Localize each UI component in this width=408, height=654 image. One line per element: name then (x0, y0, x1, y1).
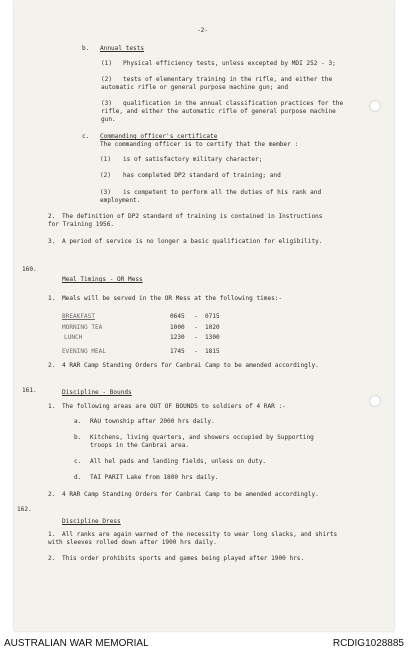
section-b-item3-line2: rifle, and either the automatic rifle of general purpose machine (101, 108, 336, 115)
section-c-item1-number: (1) (100, 156, 112, 163)
punch-hole-bottom (369, 395, 381, 407)
section-162-para1-line2: with sleeves rolled down after 1900 hrs daily. (48, 539, 217, 546)
section-b-item3-number: (3) (101, 100, 113, 107)
section-b-item1: Physical efficiency tests, unless excepted by MDI 252 - 3; (123, 60, 336, 67)
bounds-item-text: All hel pads and landing fields, unless on duty. (90, 458, 267, 465)
section-b-item3-line1: qualification in the annual classification practices for the (123, 100, 344, 107)
section-160-para2: 4 RAR Camp Standing Orders for Canbrai Camp to be amended accordingly. (62, 362, 319, 369)
meal-start: 1230 (170, 334, 185, 341)
section-c-item3-line1: is competent to perform all the duties of his rank and (123, 189, 322, 196)
meal-dash: - (194, 348, 198, 355)
section-161-para1: The following areas are OUT OF BOUNDS to soldiers of 4 RAR :- (62, 403, 286, 410)
para2-line1: The definition of DP2 standard of training is contained in Instructions (62, 213, 323, 220)
bounds-item-letter: a. (74, 418, 82, 425)
section-160-title: Meal Timings - OR Mess (62, 276, 143, 283)
section-162-para1-line1: All ranks are again warned of the necessity to wear long slacks, and shirts (62, 531, 338, 538)
section-b-item2-number: (2) (101, 76, 113, 83)
meal-dash: - (194, 313, 198, 320)
section-b-number: b. (82, 45, 90, 52)
section-161-para2: 4 RAR Camp Standing Orders for Canbrai Camp to be amended accordingly. (62, 491, 319, 498)
section-c-item1: is of satisfactory military character; (123, 156, 263, 163)
section-c-intro: The commanding officer is to certify that the member : (100, 141, 299, 148)
bounds-item-text: TAI PARIT Lake from 1800 hrs daily. (90, 474, 219, 481)
section-c-item3-number: (3) (100, 189, 112, 196)
meal-name: EVENING MEAL (62, 348, 107, 355)
section-b-item1-number: (1) (101, 60, 113, 67)
meal-name: LUNCH (64, 334, 83, 341)
section-160-para1-number: 1. (48, 295, 56, 302)
bounds-item-text: Kitchens, living quarters, and showers occupied by Supporting (90, 434, 314, 441)
bounds-item-letter: d. (74, 474, 82, 481)
section-162-para2: This order prohibits sports and games being played after 1900 hrs. (62, 555, 305, 562)
section-162-para1-number: 1. (48, 531, 56, 538)
section-160-number: 160. (22, 266, 37, 273)
section-b-item3-line3: gun. (101, 116, 116, 123)
section-c-title: Commanding officer's certificate (100, 133, 218, 140)
section-162-title: Discipline Dress (62, 518, 121, 525)
meal-name: MORNING TEA (62, 324, 103, 331)
meal-end: 1815 (205, 348, 220, 355)
section-161-para2-number: 2. (48, 491, 56, 498)
section-b-item2-line2: automatic rifle or general purpose machine gun; and (101, 84, 289, 91)
document-page (14, 0, 394, 631)
section-c-item2: has completed DP2 standard of training; and (123, 172, 281, 179)
para2-number: 2. (48, 213, 56, 220)
meal-end: 0715 (205, 313, 220, 320)
section-162-para2-number: 2. (48, 555, 56, 562)
section-c-item2-number: (2) (100, 172, 112, 179)
punch-hole-top (369, 100, 381, 112)
section-161-para1-number: 1. (48, 403, 56, 410)
meal-name: BREAKFAST (62, 313, 96, 320)
meal-end: 1020 (205, 324, 220, 331)
bounds-item-letter: b. (74, 434, 82, 441)
section-c-item3-line2: employment. (100, 197, 141, 204)
section-161-number: 161. (22, 387, 37, 394)
para3-text: A period of service is no longer a basic qualification for eligibility. (62, 238, 323, 245)
meal-start: 1745 (170, 348, 185, 355)
meal-end: 1300 (205, 334, 220, 341)
para2-line2: for Training 1956. (48, 221, 115, 228)
meal-dash: - (194, 324, 198, 331)
archive-footer (0, 636, 408, 654)
bounds-item-letter: c. (74, 458, 82, 465)
footer-record-id: RCDIG1028885 (332, 638, 404, 649)
meal-start: 1000 (170, 324, 185, 331)
bounds-item-text: RAU township after 2000 hrs daily. (90, 418, 215, 425)
bounds-item-text-line2: troops in the Canbrai area. (90, 442, 190, 449)
meal-dash: - (194, 334, 198, 341)
section-160-para1: Meals will be served in the OR Mess at the following times:- (62, 295, 283, 302)
page-number: -2- (197, 27, 209, 34)
section-160-para2-number: 2. (48, 362, 56, 369)
section-b-item2-line1: tests of elementary training in the rifle, and either the (123, 76, 333, 83)
section-161-title: Discipline - Bounds (62, 389, 132, 396)
section-b-title: Annual tests (100, 45, 145, 52)
section-c-number: c. (82, 133, 90, 140)
meal-start: 0645 (170, 313, 185, 320)
footer-institution: AUSTRALIAN WAR MEMORIAL (4, 638, 149, 649)
section-162-number: 162. (17, 506, 32, 513)
para3-number: 3. (48, 238, 56, 245)
